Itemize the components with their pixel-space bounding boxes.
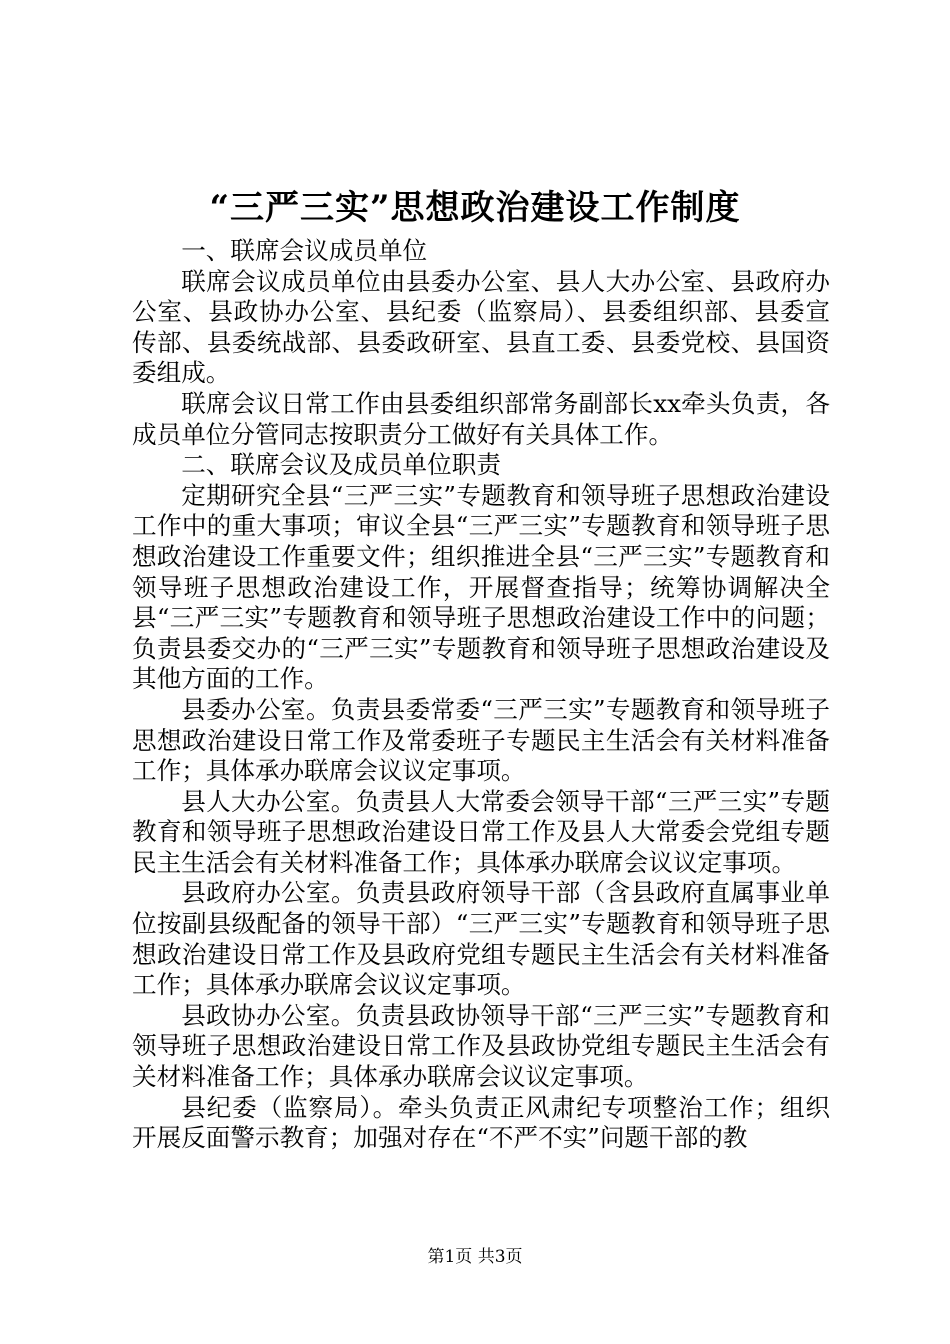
section-heading: 一、联席会议成员单位: [181, 236, 428, 265]
body-paragraph: 定期研究全县“三严三实”专题教育和领导班子思想政治建设工作中的重大事项；审议全县“三严三实”专题教育和领导班子思想政治建设工作重要文件；组织推进全县“三严三实”专题教育和领导班子思想政治建设工作，开展督查指导；统筹协调解决全县“三严三实”专题教育和领导班子思想政治建设工作中的问题；负责县委交办的“三严三实”专题教育和领导班子思想政治建设及其他方面的工作。: [132, 480, 830, 694]
body-paragraph: 县政协办公室。负责县政协领导干部“三严三实”专题教育和领导班子思想政治建设日常工作及县政协党组专题民主生活会有关材料准备工作；具体承办联席会议议定事项。: [132, 1000, 830, 1092]
body-paragraph: 联席会议日常工作由县委组织部常务副部长xx牵头负责，各成员单位分管同志按职责分工做好有关具体工作。: [132, 388, 830, 449]
body-paragraph: 联席会议成员单位由县委办公室、县人大办公室、县政府办公室、县政协办公室、县纪委（监察局）、县委组织部、县委宣传部、县委统战部、县委政研室、县直工委、县委党校、县国资委组成。: [132, 266, 830, 388]
page-footer: 第1页 共3页: [427, 1247, 523, 1267]
section-heading: 二、联席会议及成员单位职责: [181, 450, 501, 480]
body-paragraph: 县人大办公室。负责县人大常委会领导干部“三严三实”专题教育和领导班子思想政治建设日常工作及县人大常委会党组专题民主生活会有关材料准备工作；具体承办联席会议议定事项。: [132, 786, 830, 877]
body-paragraph: 县委办公室。负责县委常委“三严三实”专题教育和领导班子思想政治建设日常工作及常委班子专题民主生活会有关材料准备工作；具体承办联席会议议定事项。: [132, 694, 830, 786]
document-title: “三严三实”思想政治建设工作制度: [209, 188, 741, 228]
body-paragraph: 县政府办公室。负责县政府领导干部（含县政府直属事业单位按副县级配备的领导干部）“三严三实”专题教育和领导班子思想政治建设日常工作及县政府党组专题民主生活会有关材料准备工作；具体承办联席会议议定事项。: [132, 878, 830, 1000]
document-body: [132, 236, 830, 1154]
body-paragraph: 县纪委（监察局）。牵头负责正风肃纪专项整治工作；组织开展反面警示教育；加强对存在“不严不实”问题干部的教: [132, 1092, 830, 1153]
